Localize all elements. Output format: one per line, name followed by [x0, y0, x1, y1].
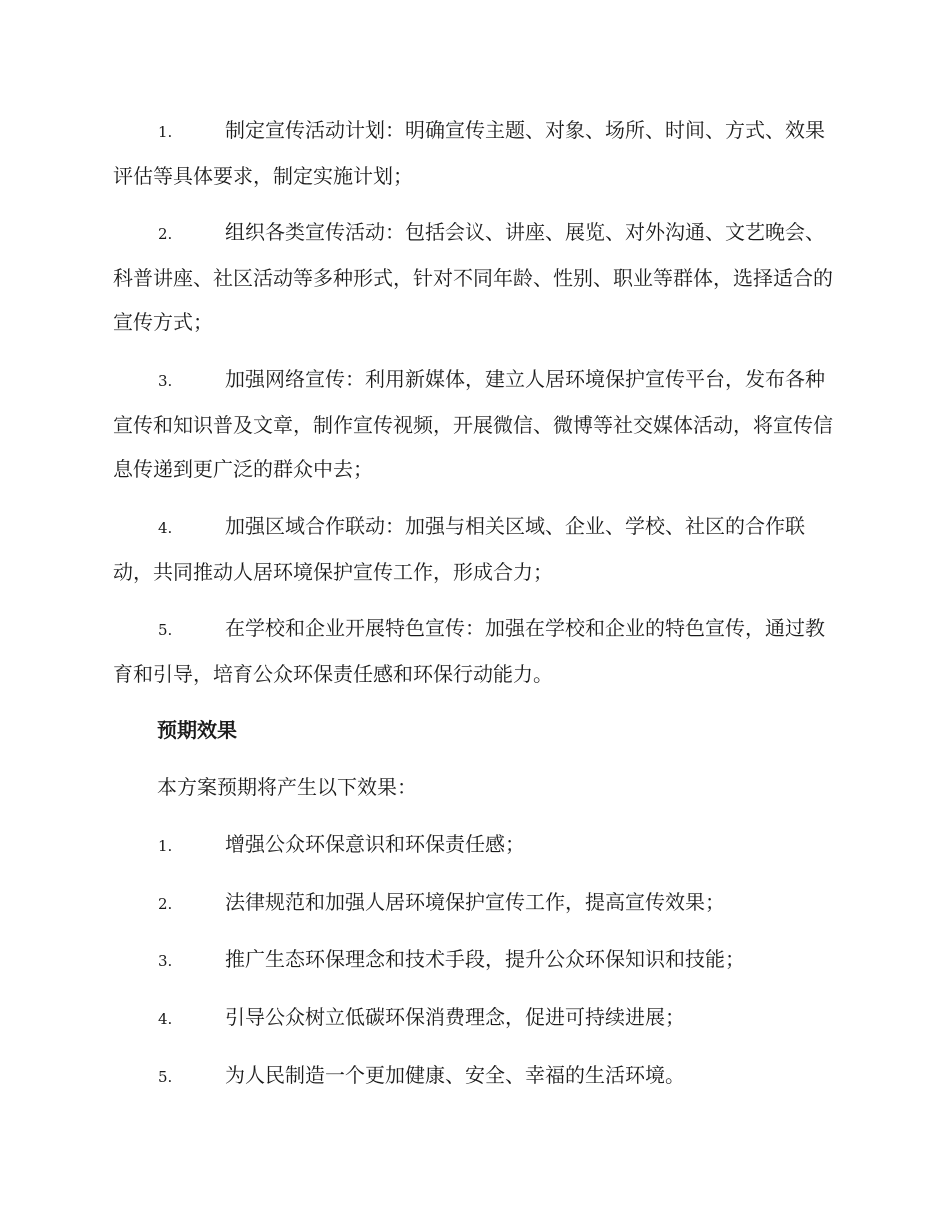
list-item [113, 210, 835, 344]
list-text: 为人民制造一个更加健康、安全、幸福的生活环境。 [225, 1063, 685, 1087]
intro-paragraph: 本方案预期将产生以下效果： [157, 775, 417, 799]
list-text: 加强区域合作联动：加强与相关区域、企业、学校、社区的合作联动，共同推动人居环境保护宣传工作，形成合力； [113, 514, 805, 584]
list-text: 法律规范和加强人居环境保护宣传工作，提高宣传效果； [225, 890, 725, 914]
list-number: 4. [158, 1010, 173, 1028]
list-text: 组织各类宣传活动：包括会议、讲座、展览、对外沟通、文艺晚会、科普讲座、社区活动等多种形式，针对不同年龄、性别、职业等群体，选择适合的宣传方式； [113, 220, 833, 334]
list-text: 推广生态环保理念和技术手段，提升公众环保知识和技能； [225, 947, 745, 971]
list-item [113, 108, 835, 198]
list-item [113, 357, 835, 491]
list-number: 2. [158, 895, 173, 913]
list-item [113, 606, 835, 696]
section-heading: 预期效果 [157, 718, 237, 742]
list-number: 4. [158, 519, 173, 537]
list-text: 制定宣传活动计划：明确宣传主题、对象、场所、时间、方式、效果评估等具体要求，制定实施计划； [113, 118, 825, 188]
list-number: 1. [158, 837, 173, 855]
list-item [113, 822, 835, 868]
list-number: 5. [158, 621, 173, 639]
list-text: 在学校和企业开展特色宣传：加强在学校和企业的特色宣传，通过教育和引导，培育公众环保责任感和环保行动能力。 [113, 616, 825, 686]
list-number: 5. [158, 1068, 173, 1086]
list-item [113, 880, 835, 926]
list-text: 加强网络宣传：利用新媒体，建立人居环境保护宣传平台，发布各种宣传和知识普及文章，制作宣传视频，开展微信、微博等社交媒体活动，将宣传信息传递到更广泛的群众中去； [113, 367, 833, 481]
list-number: 1. [158, 123, 173, 141]
list-text: 引导公众树立低碳环保消费理念，促进可持续进展； [225, 1005, 685, 1029]
list-number: 3. [158, 952, 173, 970]
list-item [113, 995, 835, 1041]
list-number: 2. [158, 225, 173, 243]
list-number: 3. [158, 372, 173, 390]
list-item [113, 504, 835, 594]
list-text: 增强公众环保意识和环保责任感； [225, 832, 525, 856]
list-item [113, 1053, 835, 1099]
list-item [113, 937, 835, 983]
